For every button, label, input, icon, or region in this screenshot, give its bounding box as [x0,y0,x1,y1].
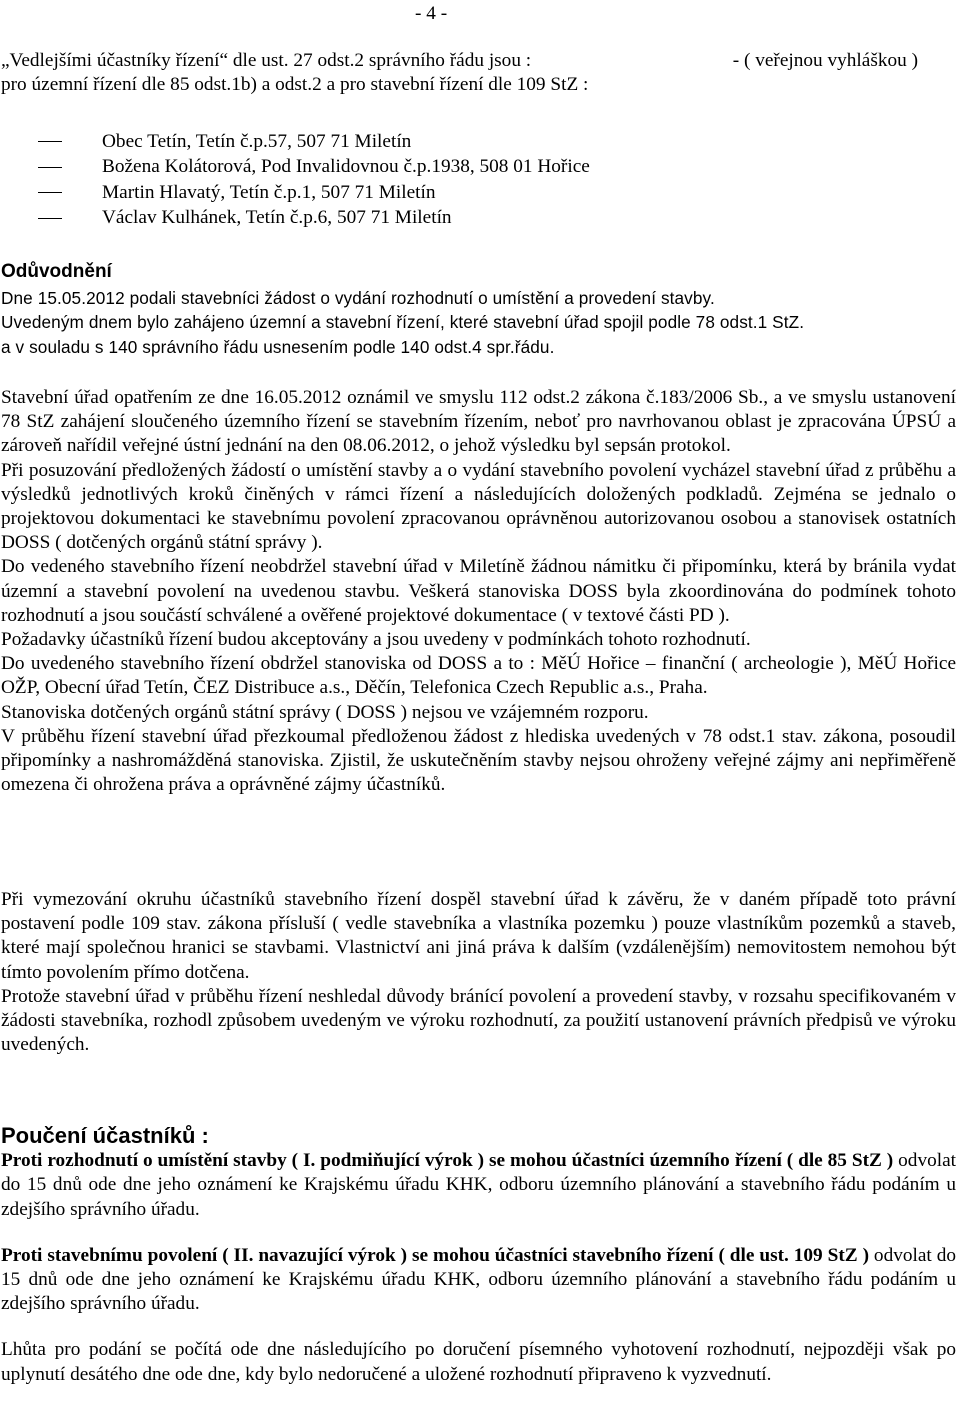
intro-line1-left: „Vedlejšími účastníky řízení“ dle ust. 27 odst.2 správního řádu jsou : [1,50,532,71]
pouceni-paragraph: Proti rozhodnutí o umístění stavby ( I. podmiňující výrok ) se mohou účastníci územního řízení ( dle 85 StZ ) odvolat do 15 dnů ode dne jeho oznámení ke Krajskému úřadu KHK, odboru územního plánování a stavebního řádu podáním u zdejšího správního úřadu. [1,1150,956,1220]
pouceni-paragraph: Proti stavebnímu povolení ( II. navazující výrok ) se mohou účastníci stavebního řízení ( dle ust. 109 StZ ) odvolat do 15 dnů ode dne jeho oznámení ke Krajskému úřadu KHK, odboru územního plánování a stavebního řádu podáním u zdejšího správního úřadu. [1,1244,956,1315]
intro-line2: pro územní řízení dle 85 odst.1b) a odst.2 a pro stavební řízení dle 109 StZ : [1,74,589,96]
list-item: Božena Kolátorová, Pod Invalidovnou č.p.1938, 508 01 Hořice [38,155,590,181]
body-section [1,386,956,797]
body-paragraph: Stavební úřad opatřením ze dne 16.05.2012 oznámil ve smyslu 112 odst.2 zákona č.183/2006 Sb., a ve smyslu ustanovení 78 StZ zahájení sloučeného územního řízení se stavebním řízením, neboť pro navrhovanou oblast je zpracována ÚPSÚ a zároveň nařídil veřejné ústní jednání na den 08.06.2012, o jehož výsledku byl sepsán protokol. [1,387,956,457]
body-paragraph: V průběhu řízení stavební úřad přezkoumal předloženou žádost z hlediska uvedených v 78 odst.1 stav. zákona, posoudil připomínky a nashromážděná stanoviska. Zjistil, že uskutečněním stavby nejsou ohroženy veřejné zájmy ani nepřiměřeně omezena či ohrožena práva a oprávněné zájmy účastníků. [1,725,956,796]
body-paragraph: Do uvedeného stavebního řízení obdržel stanoviska od DOSS a to : MěÚ Hořice – finanční ( archeologie ), MěÚ Hořice OŽP, Obecní úřad Tetín, ČEZ Distribuce a.s., Děčín, Telefonica Czech Republic a.s., Praha. [1,653,956,699]
oduvodneni-section [1,260,956,359]
parties-list [38,129,590,231]
dash-icon [38,141,62,142]
section-heading: Poučení účastníků : [1,1123,209,1148]
body-paragraph: Při vymezování okruhu účastníků stavebního řízení dospěl stavební úřad k závěru, že v daném případě toto právní postavení podle 109 stav. zákona přísluší ( vedle stavebníka a vlastníka pozemku ) pouze vlastníkům pozemků a staveb, které mají společnou hranici se stavbami. Vlastnictví ani jiná práva k dalším (vzdálenějším) nemovitostem nemohou být tímto povolením přímo dotčena. [1,889,956,983]
dash-icon [38,218,62,219]
oduvodneni-line: Dne 15.05.2012 podali stavebníci žádost o vydání rozhodnutí o umístění a provedení stavby. [1,288,715,309]
pouceni-section [1,1124,956,1387]
body-paragraph: Protože stavební úřad v průběhu řízení neshledal důvody bránící povolení a provedení stavby, v rozsahu specifikovaném v žádosti stavebníka, rozhodl způsobem uvedeným ve výroku rozhodnutí, za použití ustanovení právních předpisů ve výroku uvedených. [1,985,956,1056]
oduvodneni-line: Uvedeným dnem bylo zahájeno územní a stavební řízení, které stavební úřad spojil podle 78 odst.1 StZ. [1,312,805,333]
body-section-2 [1,888,956,1057]
section-heading: Odůvodnění [1,261,112,282]
page-number: - 4 - [415,3,448,24]
pouceni-paragraph: Lhůta pro podání se počítá ode dne následujícího po doručení písemného vyhotovení rozhodnutí, nejpozději však po uplynutí desátého dne ode dne, kdy bylo nedoručené a uložené rozhodnutí připraveno k vyzvednutí. [1,1339,956,1385]
dash-icon [38,167,62,168]
list-item: Obec Tetín, Tetín č.p.57, 507 71 Miletín [38,129,590,155]
list-item: Martin Hlavatý, Tetín č.p.1, 507 71 Miletín [38,180,590,206]
body-paragraph: Do vedeného stavebního řízení neobdržel stavební úřad v Miletíně žádnou námitku či připomínku, která by bránila vydat územní a stavební povolení na uvedenou stavbu. Veškerá stanoviska DOSS byla zkoordinována do podmínek tohoto rozhodnutí a jsou součástí schválené a ověřené projektové dokumentace ( v textové části PD ). [1,556,956,626]
list-item: Václav Kulhánek, Tetín č.p.6, 507 71 Miletín [38,206,590,232]
intro-line1-right: - ( veřejnou vyhláškou ) [732,50,918,71]
body-paragraph: Požadavky účastníků řízení budou akceptovány a jsou uvedeny v podmínkách tohoto rozhodnutí. [1,629,751,651]
dash-icon [38,192,62,193]
body-paragraph: Při posuzování předložených žádostí o umístění stavby a o vydání stavebního povolení vycházel stavební úřad z průběhu a výsledků jednotlivých kroků činěných v rámci řízení a následujících doložených podkladů. Zejména se jednalo o projektovou dokumentaci ke stavebnímu povolení zpracovanou oprávněnou autorizovanou osobou a stanovisek ostatních DOSS ( dotčených orgánů státní správy ). [1,459,956,554]
oduvodneni-line: a v souladu s 140 správního řádu usnesením podle 140 odst.4 spr.řádu. [1,336,555,357]
body-paragraph: Stanoviska dotčených orgánů státní správy ( DOSS ) nejsou ve vzájemném rozporu. [1,701,649,723]
intro-section [1,49,956,97]
